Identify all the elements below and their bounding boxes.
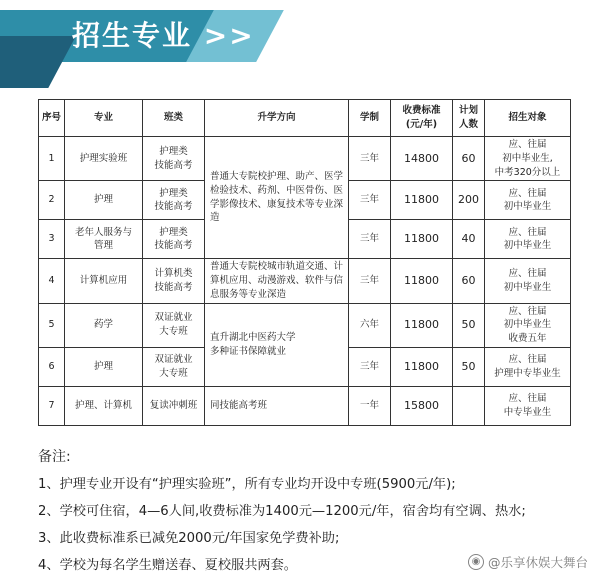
cell-fee: 15800: [391, 386, 453, 425]
cell-class: 计算机类 技能高考: [143, 259, 205, 303]
cell-direction: 同技能高考班: [205, 386, 349, 425]
note-item: 2、学校可住宿，4—6人间,收费标准为1400元—1200元/年，宿舍均有空调、热水;: [38, 504, 526, 519]
cell-plan: [453, 386, 485, 425]
cell-fee: 14800: [391, 137, 453, 181]
cell-class: 护理类 技能高考: [143, 220, 205, 259]
enrollment-table-wrapper: [38, 99, 570, 426]
sohu-icon: ◉: [468, 554, 484, 570]
header-fee: 收费标准 (元/年): [391, 100, 453, 137]
cell-target: 应、往届 初中毕业生, 中考320分以上: [485, 137, 571, 181]
note-item: 3、此收费标准系已减免2000元/年国家免学费补助;: [38, 531, 340, 546]
cell-plan: 40: [453, 220, 485, 259]
table-row: [39, 303, 571, 347]
header-direction: 升学方向: [205, 100, 349, 137]
cell-class: 护理类 技能高考: [143, 137, 205, 181]
cell-fee: 11800: [391, 259, 453, 303]
cell-major: 计算机应用: [65, 259, 143, 303]
cell-class: 护理类 技能高考: [143, 181, 205, 220]
cell-years: 三年: [349, 347, 391, 386]
header-no: 序号: [39, 100, 65, 137]
cell-no: 4: [39, 259, 65, 303]
cell-target: 应、往届 护理中专毕业生: [485, 347, 571, 386]
header-years: 学制: [349, 100, 391, 137]
cell-direction: 普通大专院校城市轨道交通、计算机应用、动漫游戏、软件与信息服务等专业深造: [205, 259, 349, 303]
cell-fee: 11800: [391, 303, 453, 347]
cell-major: 药学: [65, 303, 143, 347]
cell-no: 7: [39, 386, 65, 425]
cell-years: 三年: [349, 137, 391, 181]
cell-fee: 11800: [391, 181, 453, 220]
table-row: [39, 137, 571, 181]
cell-plan: 60: [453, 137, 485, 181]
cell-target: 应、往届 初中毕业生: [485, 181, 571, 220]
cell-no: 5: [39, 303, 65, 347]
cell-target: 应、往届 初中毕业生: [485, 259, 571, 303]
watermark-text: @乐享休娱大舞台: [487, 555, 588, 570]
cell-target: 应、往届 初中毕业生: [485, 220, 571, 259]
cell-years: 三年: [349, 181, 391, 220]
watermark: [468, 553, 588, 571]
header-banner: [0, 0, 600, 88]
cell-plan: 200: [453, 181, 485, 220]
cell-target: 应、往届 中专毕业生: [485, 386, 571, 425]
cell-major: 护理、计算机: [65, 386, 143, 425]
cell-no: 6: [39, 347, 65, 386]
cell-no: 1: [39, 137, 65, 181]
cell-fee: 11800: [391, 220, 453, 259]
table-row: [39, 386, 571, 425]
cell-class: 复读冲刺班: [143, 386, 205, 425]
cell-fee: 11800: [391, 347, 453, 386]
cell-direction: 直升湖北中医药大学 多种证书保障就业: [205, 303, 349, 386]
header-plan: 计划 人数: [453, 100, 485, 137]
cell-no: 2: [39, 181, 65, 220]
cell-plan: 60: [453, 259, 485, 303]
table-header-row: [39, 100, 571, 137]
cell-years: 一年: [349, 386, 391, 425]
cell-direction: 普通大专院校护理、助产、医学检验技术、药剂、中医骨伤、医学影像技术、康复技术等专业深造: [205, 137, 349, 259]
cell-plan: 50: [453, 303, 485, 347]
cell-class: 双证就业 大专班: [143, 303, 205, 347]
cell-no: 3: [39, 220, 65, 259]
cell-class: 双证就业 大专班: [143, 347, 205, 386]
cell-major: 老年人服务与 管理: [65, 220, 143, 259]
table-row: [39, 259, 571, 303]
header-target: 招生对象: [485, 100, 571, 137]
note-item: 4、学校为每名学生赠送春、夏校服共两套。: [38, 558, 297, 573]
note-item: 1、护理专业开设有“护理实验班”，所有专业均开设中专班(5900元/年);: [38, 477, 456, 492]
cell-major: 护理实验班: [65, 137, 143, 181]
header-class: 班类: [143, 100, 205, 137]
cell-years: 六年: [349, 303, 391, 347]
cell-target: 应、往届 初中毕业生 收费五年: [485, 303, 571, 347]
notes-title: 备注:: [38, 449, 71, 465]
cell-years: 三年: [349, 259, 391, 303]
header-major: 专业: [65, 100, 143, 137]
enrollment-table: [38, 99, 571, 426]
cell-plan: 50: [453, 347, 485, 386]
cell-major: 护理: [65, 181, 143, 220]
cell-years: 三年: [349, 220, 391, 259]
cell-major: 护理: [65, 347, 143, 386]
page-title: 招生专业 >>: [72, 19, 255, 52]
